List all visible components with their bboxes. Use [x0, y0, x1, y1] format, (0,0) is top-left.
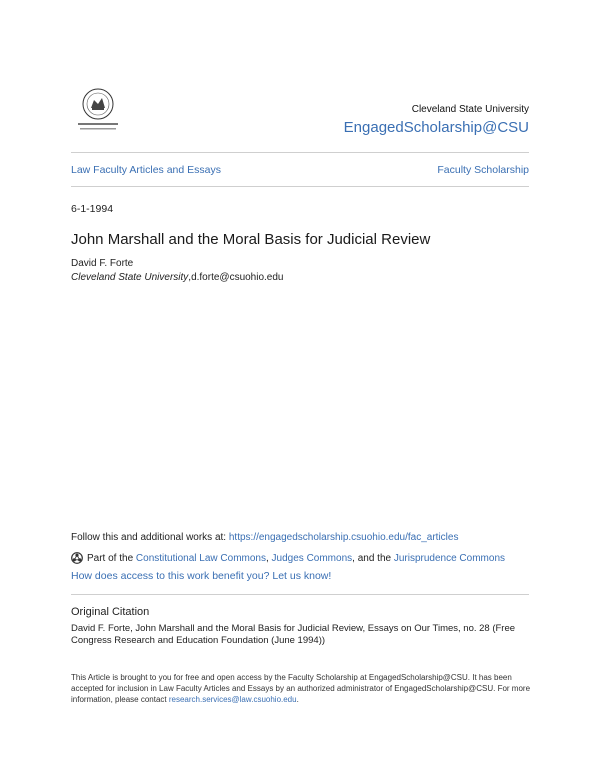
citation-heading: Original Citation: [71, 606, 150, 618]
collection-link[interactable]: Faculty Scholarship: [437, 164, 529, 176]
publication-date: 6-1-1994: [71, 203, 114, 215]
repository-link[interactable]: EngagedScholarship@CSU: [343, 119, 529, 136]
access-notice: [71, 672, 531, 705]
affiliation-institution: Cleveland State University: [71, 272, 189, 283]
article-title: John Marshall and the Moral Basis for Judicial Review: [71, 231, 431, 248]
feedback-link[interactable]: How does access to this work benefit you? Let us know!: [71, 570, 332, 582]
follow-url-link[interactable]: https://engagedscholarship.csuohio.edu/fac_articles: [228, 532, 459, 543]
author-email: d.forte@csuohio.edu: [191, 272, 284, 283]
judges-commons-link[interactable]: Judges Commons: [271, 552, 353, 564]
contact-email-link[interactable]: research.services@law.csuohio.edu: [168, 695, 297, 704]
access-notice-text: This Article is brought to you for free and open access by the Faculty Scholarship at EngagedScholarship@CSU. It has been accepted for inclusion in Law Faculty Articles and Essays by an authorized administrator of EngagedScholarship@CSU. For more information, please contact: [71, 673, 531, 704]
divider-nav: [71, 186, 529, 187]
author-name: David F. Forte: [71, 258, 134, 269]
part-of-prefix: Part of the: [87, 552, 136, 564]
network-icon: [71, 552, 83, 564]
access-notice-end: .: [296, 695, 299, 704]
university-seal-logo: [72, 86, 124, 134]
separator-2: , and the: [352, 552, 394, 564]
follow-prefix: Follow this and additional works at:: [71, 532, 229, 543]
separator-1: ,: [265, 552, 272, 564]
institution-name: Cleveland State University: [411, 104, 529, 115]
constitutional-law-commons-link[interactable]: Constitutional Law Commons: [135, 552, 266, 564]
jurisprudence-commons-link[interactable]: Jurisprudence Commons: [393, 552, 506, 564]
citation-text: David F. Forte, John Marshall and the Moral Basis for Judicial Review, Essays on Our Times, no. 28 (Free Congress Research and Education Foundation (June 1994)): [71, 623, 516, 646]
series-link[interactable]: Law Faculty Articles and Essays: [71, 164, 221, 176]
author-affiliation: Cleveland State University,d.forte@csuohio.edu: [71, 272, 284, 283]
divider-citation: [71, 594, 529, 595]
follow-line: [71, 532, 458, 543]
divider-top: [71, 152, 529, 153]
part-of-line: [71, 552, 505, 564]
